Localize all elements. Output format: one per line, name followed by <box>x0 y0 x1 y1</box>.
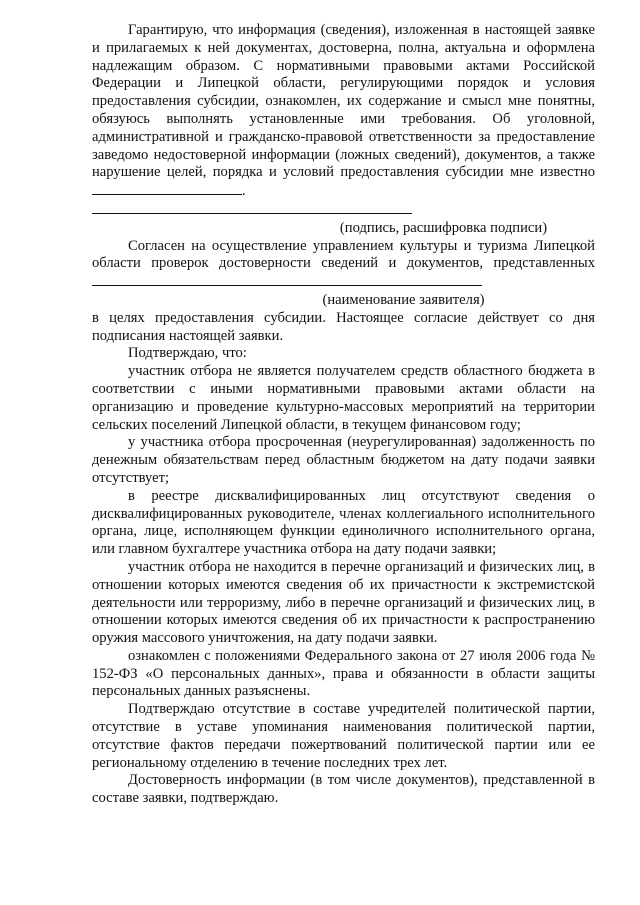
confirm-item-2: у участника отбора просроченная (неурегулированная) задолженность по денежным обязательствам перед областным бюджетом на дату подачи заявки отсутствует; <box>92 434 595 486</box>
consent-continuation: в целях предоставления субсидии. Настоящее согласие действует со дня подписания настоящей заявки. <box>92 309 595 344</box>
accuracy-paragraph: Достоверность информации (в том числе документов), представленной в составе заявки, подтверждаю. <box>92 772 595 807</box>
signature-caption: (подпись, расшифровка подписи) <box>339 219 548 236</box>
signature-line-row <box>92 201 595 220</box>
consent-paragraph: Согласен на осуществление управлением культуры и туризма Липецкой области проверок достоверности сведений и документов, представленных <box>92 238 595 292</box>
confirm-item-1: участник отбора не является получателем средств областного бюджета в соответствии с иными нормативными правовыми актами области на организацию и проведение культурно-массовых мероприятий на территории сельских поселений Липецкой области, в текущем финансовом году; <box>92 363 595 433</box>
confirm-heading: Подтверждаю, что: <box>128 345 247 362</box>
applicant-caption: (наименование заявителя) <box>322 291 485 308</box>
signature-line <box>92 201 412 214</box>
applicant-line <box>92 273 482 286</box>
political-party-paragraph: Подтверждаю отсутствие в составе учредителей политической партии, отсутствие в уставе упоминания наименования политической партии, отсутствие фактов передачи пожертвований политической партии или ее региональному отделению в течение последних трех лет. <box>92 701 595 771</box>
confirm-item-3: в реестре дисквалифицированных лиц отсутствуют сведения о дисквалифицированных руководителе, членах коллегиального исполнительного органа, лице, исполняющем функции единоличного исполнительного органа, или главном бухгалтере участника отбора на дату подачи заявки; <box>92 487 595 558</box>
confirm-item-4: участник отбора не находится в перечне организаций и физических лиц, в отношении которых имеются сведения об их причастности к экстремистской деятельности или терроризму, либо в перечне организаций и физических лиц, в отношении которых имеются сведения об их причастности к распространению оружия массового уничтожения, на дату подачи заявки. <box>92 558 595 647</box>
guarantee-paragraph: Гарантирую, что информация (сведения), изложенная в настоящей заявке и прилагаемых к ней документах, достоверна, полна, актуальна и оформлена надлежащим образом. С нормативными правовыми актами Российской Федерации и Липецкой области, регулирующими порядок и условия предоставления субсидии, ознакомлен, их содержание и смысл мне понятны, обязуюсь выполнять установленные ими требования. Об уголовной, административной и гражданско-правовой ответственности за предоставление заведомо недостоверной информации (ложных сведений), документов, а также нарушение целей, порядка и условий предоставления субсидии мне известно. <box>92 22 595 200</box>
blank-line <box>92 182 242 195</box>
personal-data-paragraph: ознакомлен с положениями Федерального закона от 27 июля 2006 года № 152-ФЗ «О персональных данных», права и обязанности в области защиты персональных данных разъяснены. <box>92 647 595 700</box>
document-body <box>92 22 595 808</box>
